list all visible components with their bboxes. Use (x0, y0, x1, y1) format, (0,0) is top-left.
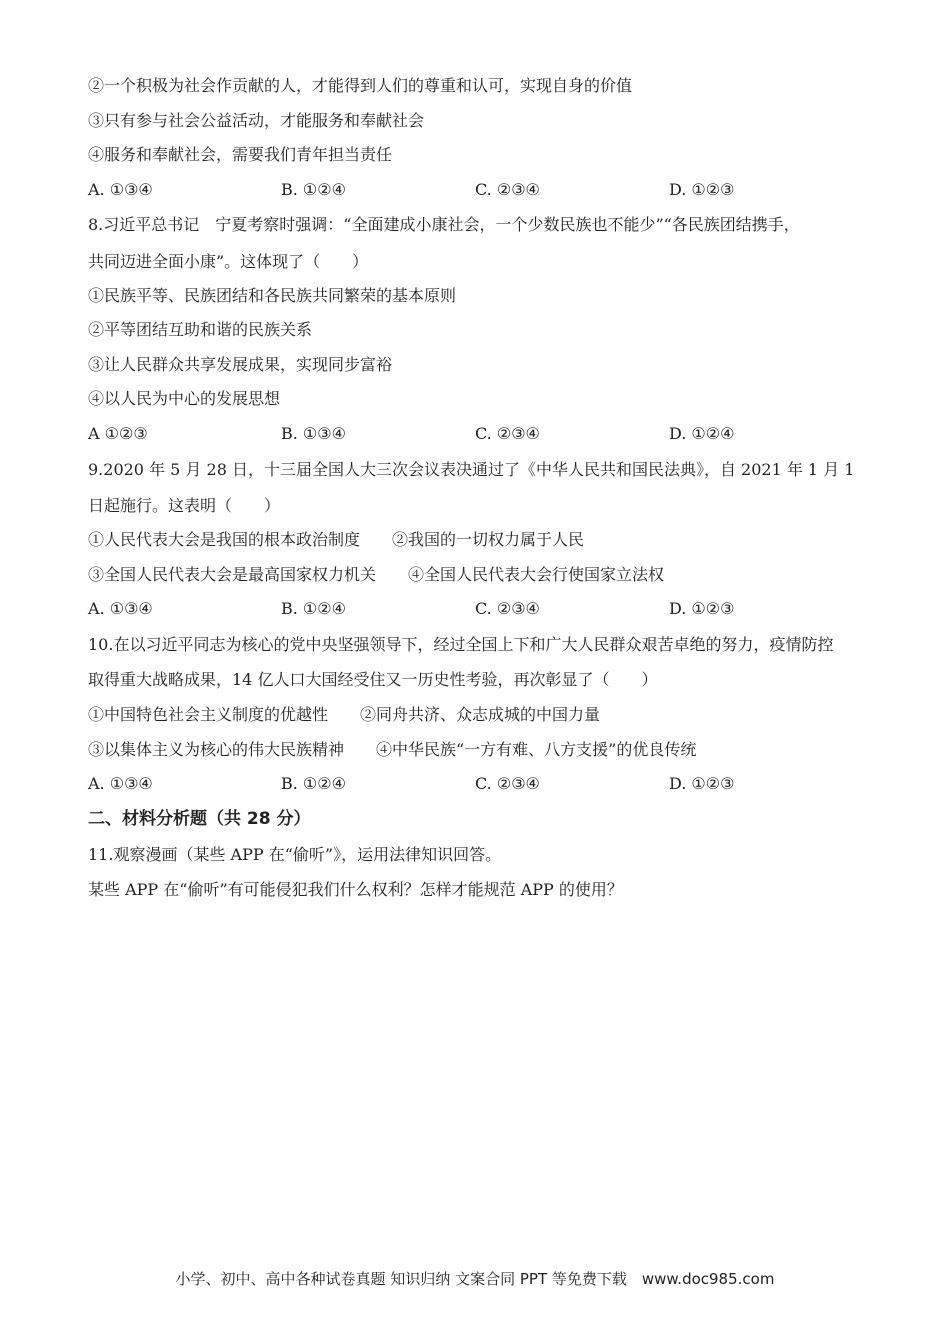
q8-stem-line1: 8.习近平总书记 宁夏考察时强调：“全面建成小康社会，一个少数民族也不能少”“各民族团结携手， (88, 215, 800, 234)
q8-item-2: ②平等团结互助和谐的民族关系 (88, 320, 313, 339)
q10-option-c[interactable]: C. ②③④ (475, 774, 540, 793)
q9-items-row1: ①人民代表大会是我国的根本政治制度 ②我国的一切权力属于人民 (88, 530, 585, 549)
q8-option-a[interactable]: A ①②③ (88, 424, 148, 443)
q7-item-2: ②一个积极为社会作贡献的人，才能得到人们的尊重和认可，实现自身的价值 (88, 76, 633, 95)
page-footer: 小学、初中、高中各种试卷真题 知识归纳 文案合同 PPT 等免费下载 www.doc985.com (175, 1270, 775, 1288)
q8-stem-line2: 共同迈进全面小康”。这体现了（ ） (88, 252, 369, 271)
q7-option-a[interactable]: A. ①③④ (88, 180, 153, 199)
section-heading: 二、材料分析题（共 28 分） (88, 809, 311, 829)
q8-item-3: ③让人民群众共享发展成果，实现同步富裕 (88, 355, 393, 374)
q11-stem-line2: 某些 APP 在“偷听”有可能侵犯我们什么权利？怎样才能规范 APP 的使用？ (88, 880, 623, 899)
q8-item-4: ④以人民为中心的发展思想 (88, 389, 281, 408)
q9-stem-line2: 日起施行。这表明（ ） (88, 496, 281, 515)
q10-items-row1: ①中国特色社会主义制度的优越性 ②同舟共济、众志成城的中国力量 (88, 705, 601, 724)
q8-item-1: ①民族平等、民族团结和各民族共同繁荣的基本原则 (88, 286, 457, 305)
q10-stem-line2: 取得重大战略成果，14 亿人口大国经受住又一历史性考验，再次彰显了（ ） (88, 670, 658, 689)
q10-stem-line1: 10.在以习近平同志为核心的党中央坚强领导下，经过全国上下和广大人民群众艰苦卓绝的努力，疫情防控 (88, 635, 834, 654)
q10-option-a[interactable]: A. ①③④ (88, 774, 153, 793)
q10-option-b[interactable]: B. ①②④ (281, 774, 346, 793)
q7-option-c[interactable]: C. ②③④ (475, 180, 540, 199)
q9-stem-line1: 9.2020 年 5 月 28 日，十三届全国人大三次会议表决通过了《中华人民共和国民法典》，自 2021 年 1 月 1 (88, 460, 855, 479)
q11-stem-line1: 11.观察漫画（某些 APP 在“偷听”》，运用法律知识回答。 (88, 845, 502, 864)
q7-option-d[interactable]: D. ①②③ (669, 180, 735, 199)
q7-option-b[interactable]: B. ①②④ (281, 180, 346, 199)
q10-items-row2: ③以集体主义为核心的伟大民族精神 ④中华民族“一方有难、八方支援”的优良传统 (88, 740, 697, 759)
q7-item-4: ④服务和奉献社会，需要我们青年担当责任 (88, 145, 393, 164)
q8-option-b[interactable]: B. ①③④ (281, 424, 346, 443)
q7-item-3: ③只有参与社会公益活动，才能服务和奉献社会 (88, 111, 425, 130)
q9-items-row2: ③全国人民代表大会是最高国家权力机关 ④全国人民代表大会行使国家立法权 (88, 565, 665, 584)
q10-option-d[interactable]: D. ①②③ (669, 774, 735, 793)
q8-option-c[interactable]: C. ②③④ (475, 424, 540, 443)
q8-option-d[interactable]: D. ①②④ (669, 424, 735, 443)
q9-option-a[interactable]: A. ①③④ (88, 599, 153, 618)
q9-option-b[interactable]: B. ①②④ (281, 599, 346, 618)
q9-option-c[interactable]: C. ②③④ (475, 599, 540, 618)
q9-option-d[interactable]: D. ①②③ (669, 599, 735, 618)
